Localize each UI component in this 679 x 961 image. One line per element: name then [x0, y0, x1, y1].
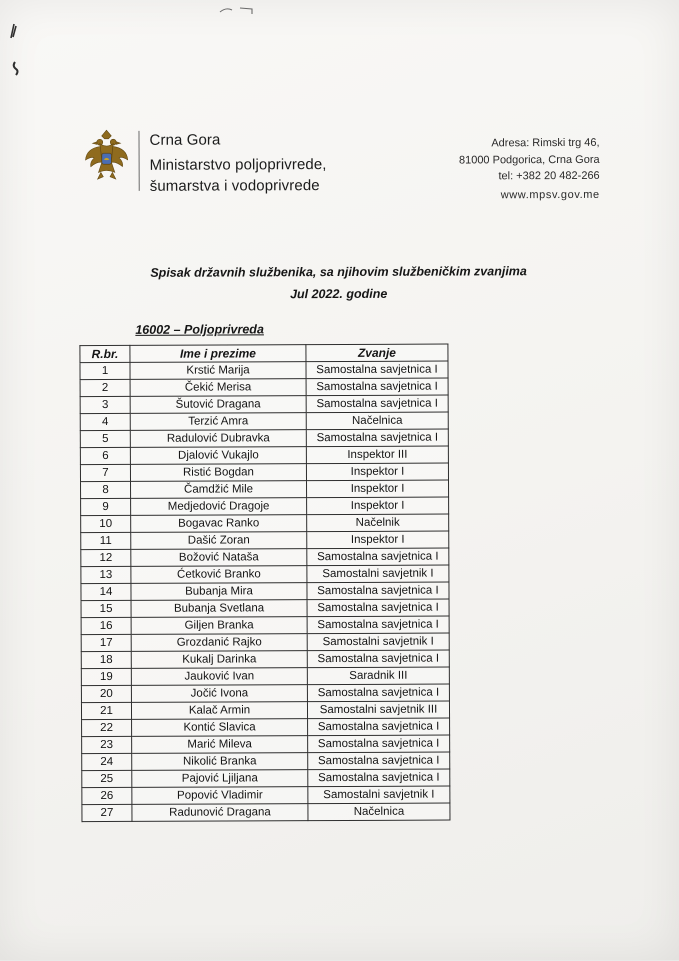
cell-num: 10 [81, 515, 131, 532]
cell-num: 5 [80, 430, 130, 447]
cell-title: Inspektor III [306, 446, 448, 464]
cell-num: 13 [81, 566, 131, 583]
table-row [80, 463, 448, 482]
cell-title: Samostalna savjetnica I [306, 378, 448, 396]
table-row [80, 361, 448, 380]
table-body [80, 361, 450, 822]
website-line: www.mpsv.gov.me [500, 188, 600, 201]
address-line: 81000 Podgorica, Crna Gora [458, 153, 600, 166]
cell-name: Bogavac Ranko [131, 515, 307, 533]
cell-name: Radunović Dragana [132, 804, 308, 822]
cell-name: Jauković Ivan [131, 668, 307, 686]
table-row [80, 446, 448, 465]
ministry-name-line2: šumarstva i vodoprivrede [149, 177, 320, 195]
cell-name: Grozdanić Rajko [131, 634, 307, 652]
table-row [81, 497, 449, 516]
ministry-name-line1: Ministarstvo poljoprivrede, [149, 156, 327, 174]
cell-name: Kontić Slavica [132, 719, 308, 737]
cell-title: Inspektor I [307, 497, 449, 515]
cell-num: 27 [82, 804, 132, 821]
cell-name: Krstić Marija [130, 362, 306, 380]
table-header-row [80, 344, 448, 363]
table-row [82, 718, 450, 737]
cell-num: 26 [82, 787, 132, 804]
cell-title: Samostalna savjetnica I [308, 735, 450, 753]
table-row [81, 480, 449, 499]
cell-name: Jočić Ivona [131, 685, 307, 703]
cell-title: Inspektor I [307, 480, 449, 498]
cell-title: Samostalna savjetnica I [307, 548, 449, 566]
document-title-line2: Jul 2022. godine [290, 286, 388, 302]
table-row [81, 684, 449, 703]
cell-name: Čekić Merisa [130, 379, 306, 397]
cell-title: Inspektor I [307, 531, 449, 549]
cell-title: Samostalna savjetnica I [306, 429, 448, 447]
cell-title: Samostalna savjetnica I [307, 599, 449, 617]
table-row [80, 412, 448, 431]
table-row [82, 735, 450, 754]
cell-title: Samostalna savjetnica I [307, 684, 449, 702]
table-row [81, 650, 449, 669]
cell-title: Inspektor I [306, 463, 448, 481]
cell-title: Samostalna savjetnica I [307, 616, 449, 634]
cell-name: Popović Vladimir [132, 787, 308, 805]
cell-title: Samostalna savjetnica I [308, 769, 450, 787]
cell-title: Načelnica [308, 803, 450, 821]
cell-num: 4 [80, 413, 130, 430]
letterhead [82, 128, 326, 197]
document-title [0, 261, 678, 308]
cell-name: Nikolić Branka [132, 753, 308, 771]
cell-name: Ćetković Branko [131, 566, 307, 584]
cell-num: 14 [81, 583, 131, 600]
table-row [80, 378, 448, 397]
cell-name: Bubanja Svetlana [131, 600, 307, 618]
cell-name: Šutović Dragana [130, 396, 306, 414]
table-row [80, 429, 448, 448]
document-title-line1: Spisak državnih službenika, sa njihovim službeničkim zvanjima [150, 264, 527, 280]
cell-title: Saradnik III [307, 667, 449, 685]
section-label: 16002 – Poljoprivreda [135, 322, 264, 337]
cell-num: 20 [81, 685, 131, 702]
cell-title: Samostalni savjetnik I [308, 786, 450, 804]
cell-num: 6 [80, 447, 130, 464]
cell-name: Čamdžić Mile [131, 481, 307, 499]
table-row [81, 701, 449, 720]
cell-num: 9 [81, 498, 131, 515]
cell-name: Terzić Amra [130, 413, 306, 431]
cell-title: Samostalna savjetnica I [308, 718, 450, 736]
cell-num: 11 [81, 532, 131, 549]
table-row [82, 752, 450, 771]
staff-table [79, 344, 450, 823]
table-row [81, 616, 449, 635]
table-row [81, 548, 449, 567]
cell-title: Načelnik [307, 514, 449, 532]
table-row [81, 531, 449, 550]
cell-name: Radulović Dubravka [130, 430, 306, 448]
table-row [82, 803, 450, 822]
cell-name: Giljen Branka [131, 617, 307, 635]
header-cell-title: Zvanje [306, 344, 448, 362]
cell-name: Ristić Bogdan [130, 464, 306, 482]
cell-name: Medjedović Dragoje [131, 498, 307, 516]
table-row [81, 633, 449, 652]
contact-block [459, 135, 600, 204]
cell-name: Pajović Ljiljana [132, 770, 308, 788]
cell-num: 2 [80, 379, 130, 396]
cell-name: Marić Mileva [132, 736, 308, 754]
cell-num: 25 [82, 770, 132, 787]
table-row [81, 599, 449, 618]
table-row [82, 786, 450, 805]
cell-name: Djalović Vukajlo [130, 447, 306, 465]
cell-name: Božović Nataša [131, 549, 307, 567]
coat-of-arms-icon [82, 129, 130, 187]
cell-num: 3 [80, 396, 130, 413]
address-line: Adresa: Rimski trg 46, [491, 136, 600, 150]
table-row [82, 769, 450, 788]
cell-num: 8 [81, 481, 131, 498]
phone-line: tel: +382 20 482-266 [498, 169, 600, 183]
cell-num: 19 [81, 668, 131, 685]
table-row [81, 582, 449, 601]
cell-num: 21 [81, 702, 131, 719]
cell-name: Kukalj Darinka [131, 651, 307, 669]
country-name: Crna Gora [149, 131, 221, 149]
cell-num: 1 [80, 362, 130, 379]
table-row [80, 395, 448, 414]
header-cell-number: R.br. [80, 345, 130, 362]
cell-title: Samostalna savjetnica I [306, 395, 448, 413]
cell-num: 16 [81, 617, 131, 634]
cell-num: 17 [81, 634, 131, 651]
cell-name: Bubanja Mira [131, 583, 307, 601]
cell-num: 23 [82, 736, 132, 753]
cell-num: 12 [81, 549, 131, 566]
cell-title: Samostalni savjetnik I [307, 633, 449, 651]
cell-name: Dašić Zoran [131, 532, 307, 550]
cell-title: Samostalna savjetnica I [308, 752, 450, 770]
cell-title: Samostalni savjetnik I [307, 565, 449, 583]
letterhead-divider [138, 131, 139, 191]
cell-title: Samostalni savjetnik III [307, 701, 449, 719]
cell-title: Samostalna savjetnica I [307, 650, 449, 668]
cell-num: 22 [82, 719, 132, 736]
table-row [81, 565, 449, 584]
table-row [81, 667, 449, 686]
cell-title: Načelnica [306, 412, 448, 430]
cell-num: 18 [81, 651, 131, 668]
cell-num: 24 [82, 753, 132, 770]
table-row [81, 514, 449, 533]
header-cell-name: Ime i prezime [130, 345, 306, 363]
cell-name: Kalač Armin [131, 702, 307, 720]
cell-num: 15 [81, 600, 131, 617]
cell-num: 7 [80, 464, 130, 481]
cell-title: Samostalna savjetnica I [306, 361, 448, 379]
cell-title: Samostalna savjetnica I [307, 582, 449, 600]
